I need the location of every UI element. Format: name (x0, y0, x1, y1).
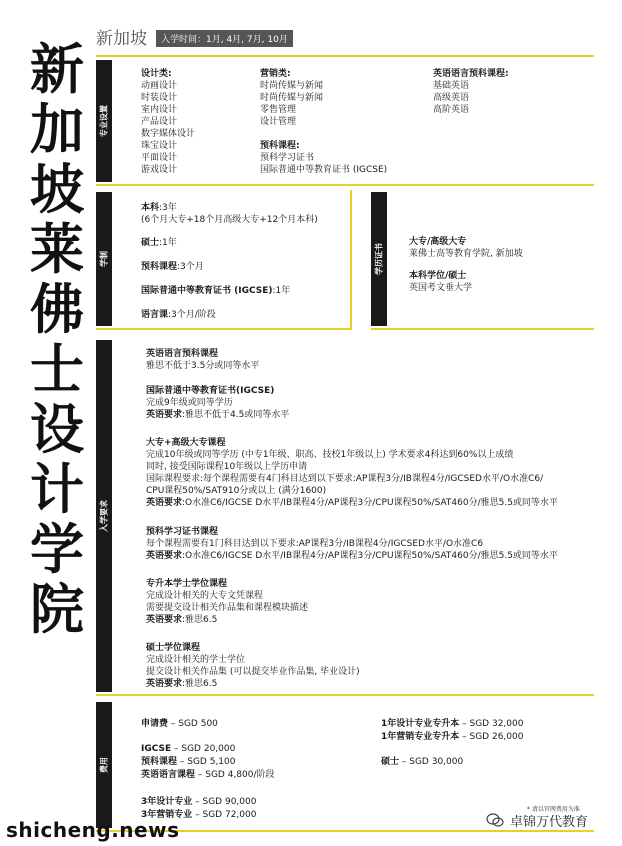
req-line: 每个课程需要有1门科目达到以下要求:AP课程3分/IB课程4分/IGCSED水平/O水准C6 (146, 539, 484, 549)
school-title: 新 加 坡 莱 佛 士 设 计 学 院 (30, 38, 84, 641)
prep-duration: 预科课程:3个月 (141, 262, 204, 272)
english-heading: 英语语言预科课程: (433, 69, 509, 79)
fee-item: 预科课程 – SGD 5,100 (141, 757, 236, 767)
diploma-issuer: 莱佛士高等教育学院, 新加坡 (409, 249, 523, 259)
list-item: 国际普通中等教育证书 (IGCSE) (260, 165, 388, 175)
fee-item: 1年营销专业专升本 – SGD 26,000 (381, 732, 524, 742)
divider (96, 328, 352, 330)
diploma-heading: 大专/高级大专 (409, 237, 467, 247)
watermark-text: shicheng.news (6, 818, 180, 842)
master-duration: 硕士:1年 (141, 238, 177, 248)
list-item: 基础英语 (433, 81, 470, 91)
list-item: 高级英语 (433, 93, 470, 103)
tab-majors: 专业设置 (96, 60, 112, 182)
req-line: 完成9年级或同等学历 (146, 398, 233, 408)
language-duration: 语言课:3个月/阶段 (141, 310, 216, 320)
list-item: 珠宝设计 (141, 141, 178, 151)
list-item: 产品设计 (141, 117, 178, 127)
bachelor-detail: (6个月大专+18个月高级大专+12个月本科) (141, 215, 318, 225)
divider (371, 328, 594, 330)
fee-item: 英语语言课程 – SGD 4,800/阶段 (141, 770, 275, 780)
divider (350, 190, 352, 328)
req-line: 雅思不低于3.5分或同等水平 (146, 361, 260, 371)
fee-item: 1年设计专业专升本 – SGD 32,000 (381, 719, 524, 729)
req-heading: 预科学习证书课程 (146, 527, 219, 537)
list-item: 动画设计 (141, 81, 178, 91)
req-english: 英语要求:O水准C6/IGCSE D水平/IB课程4分/AP课程3分/CPU课程50%/SAT460分/雅思5.5或同等水平 (146, 551, 558, 561)
req-line: 完成设计相关的大专文凭课程 (146, 591, 264, 601)
list-item: 时装设计 (141, 93, 178, 103)
req-english: 英语要求:O水准C6/IGCSE D水平/IB课程4分/AP课程3分/CPU课程50%/SAT460分/雅思5.5或同等水平 (146, 498, 558, 508)
req-heading: 硕士学位课程 (146, 643, 201, 653)
req-line: 国际课程要求:每个课程需要有4门科目达到以下要求:AP课程3分/IB课程4分/IGCSED水平/O水准C6/ (146, 474, 544, 484)
req-line: 完成设计相关的学士学位 (146, 655, 246, 665)
divider (96, 694, 594, 696)
list-item: 时尚传媒与新闻 (260, 93, 324, 103)
marketing-heading: 营销类: (260, 69, 291, 79)
list-item: 游戏设计 (141, 165, 178, 175)
req-line: CPU课程50%/SAT910分或以上 (满分1600) (146, 486, 327, 496)
req-line: 完成10年级或同等学历 (中专1年级、职高、技校1年级以上) 学术要求4科达到60%以上成绩 (146, 450, 514, 460)
list-item: 数字媒体设计 (141, 129, 196, 139)
req-heading: 专升本学士学位课程 (146, 579, 228, 589)
list-item: 高阶英语 (433, 105, 470, 115)
degree-heading: 本科学位/硕士 (409, 271, 467, 281)
wechat-icon (486, 812, 504, 826)
degree-issuer: 英国考文垂大学 (409, 283, 473, 293)
list-item: 室内设计 (141, 105, 178, 115)
list-item: 时尚传媒与新闻 (260, 81, 324, 91)
req-line: 同时, 接受国际课程10年级以上学历申请 (146, 462, 308, 472)
igcse-duration: 国际普通中等教育证书 (IGCSE):1年 (141, 286, 291, 296)
prep-heading: 预科课程: (260, 141, 300, 151)
req-heading: 英语语言预科课程 (146, 349, 219, 359)
country-label: 新加坡 (96, 29, 147, 49)
req-line: 提交设计相关作品集 (可以提交毕业作品集, 毕业设计) (146, 667, 360, 677)
divider (96, 55, 594, 57)
intake-badge: 入学时间：1月, 4月, 7月, 10月 (156, 30, 293, 47)
req-english: 英语要求:雅思6.5 (146, 615, 218, 625)
design-heading: 设计类: (141, 69, 172, 79)
list-item: 预科学习证书 (260, 153, 315, 163)
wechat-account: 卓锦万代教育 (510, 815, 589, 830)
list-item: 设计管理 (260, 117, 297, 127)
fee-note: * 请以官网费用为准 (527, 806, 580, 813)
tab-certificate: 学历证书 (371, 192, 387, 326)
tab-requirements: 入学要求 (96, 340, 112, 692)
fee-item: 硕士 – SGD 30,000 (381, 757, 464, 767)
req-heading: 国际普通中等教育证书(IGCSE) (146, 386, 275, 396)
list-item: 零售管理 (260, 105, 297, 115)
tab-duration: 学制 (96, 192, 112, 326)
fee-item: IGCSE – SGD 20,000 (141, 744, 236, 754)
fee-item: 申请费 – SGD 500 (141, 719, 218, 729)
req-line: 需要提交设计相关作品集和课程模块描述 (146, 603, 309, 613)
req-english: 英语要求:雅思不低于4.5或同等水平 (146, 410, 290, 420)
req-english: 英语要求:雅思6.5 (146, 679, 218, 689)
list-item: 平面设计 (141, 153, 178, 163)
divider (96, 184, 594, 186)
tab-fees: 费用 (96, 702, 112, 828)
bachelor-duration: 本科:3年 (141, 203, 177, 213)
fee-item: 3年设计专业 – SGD 90,000 (141, 797, 257, 807)
fee-item: 3年营销专业 – SGD 72,000 (141, 810, 257, 820)
req-heading: 大专+高级大专课程 (146, 438, 226, 448)
